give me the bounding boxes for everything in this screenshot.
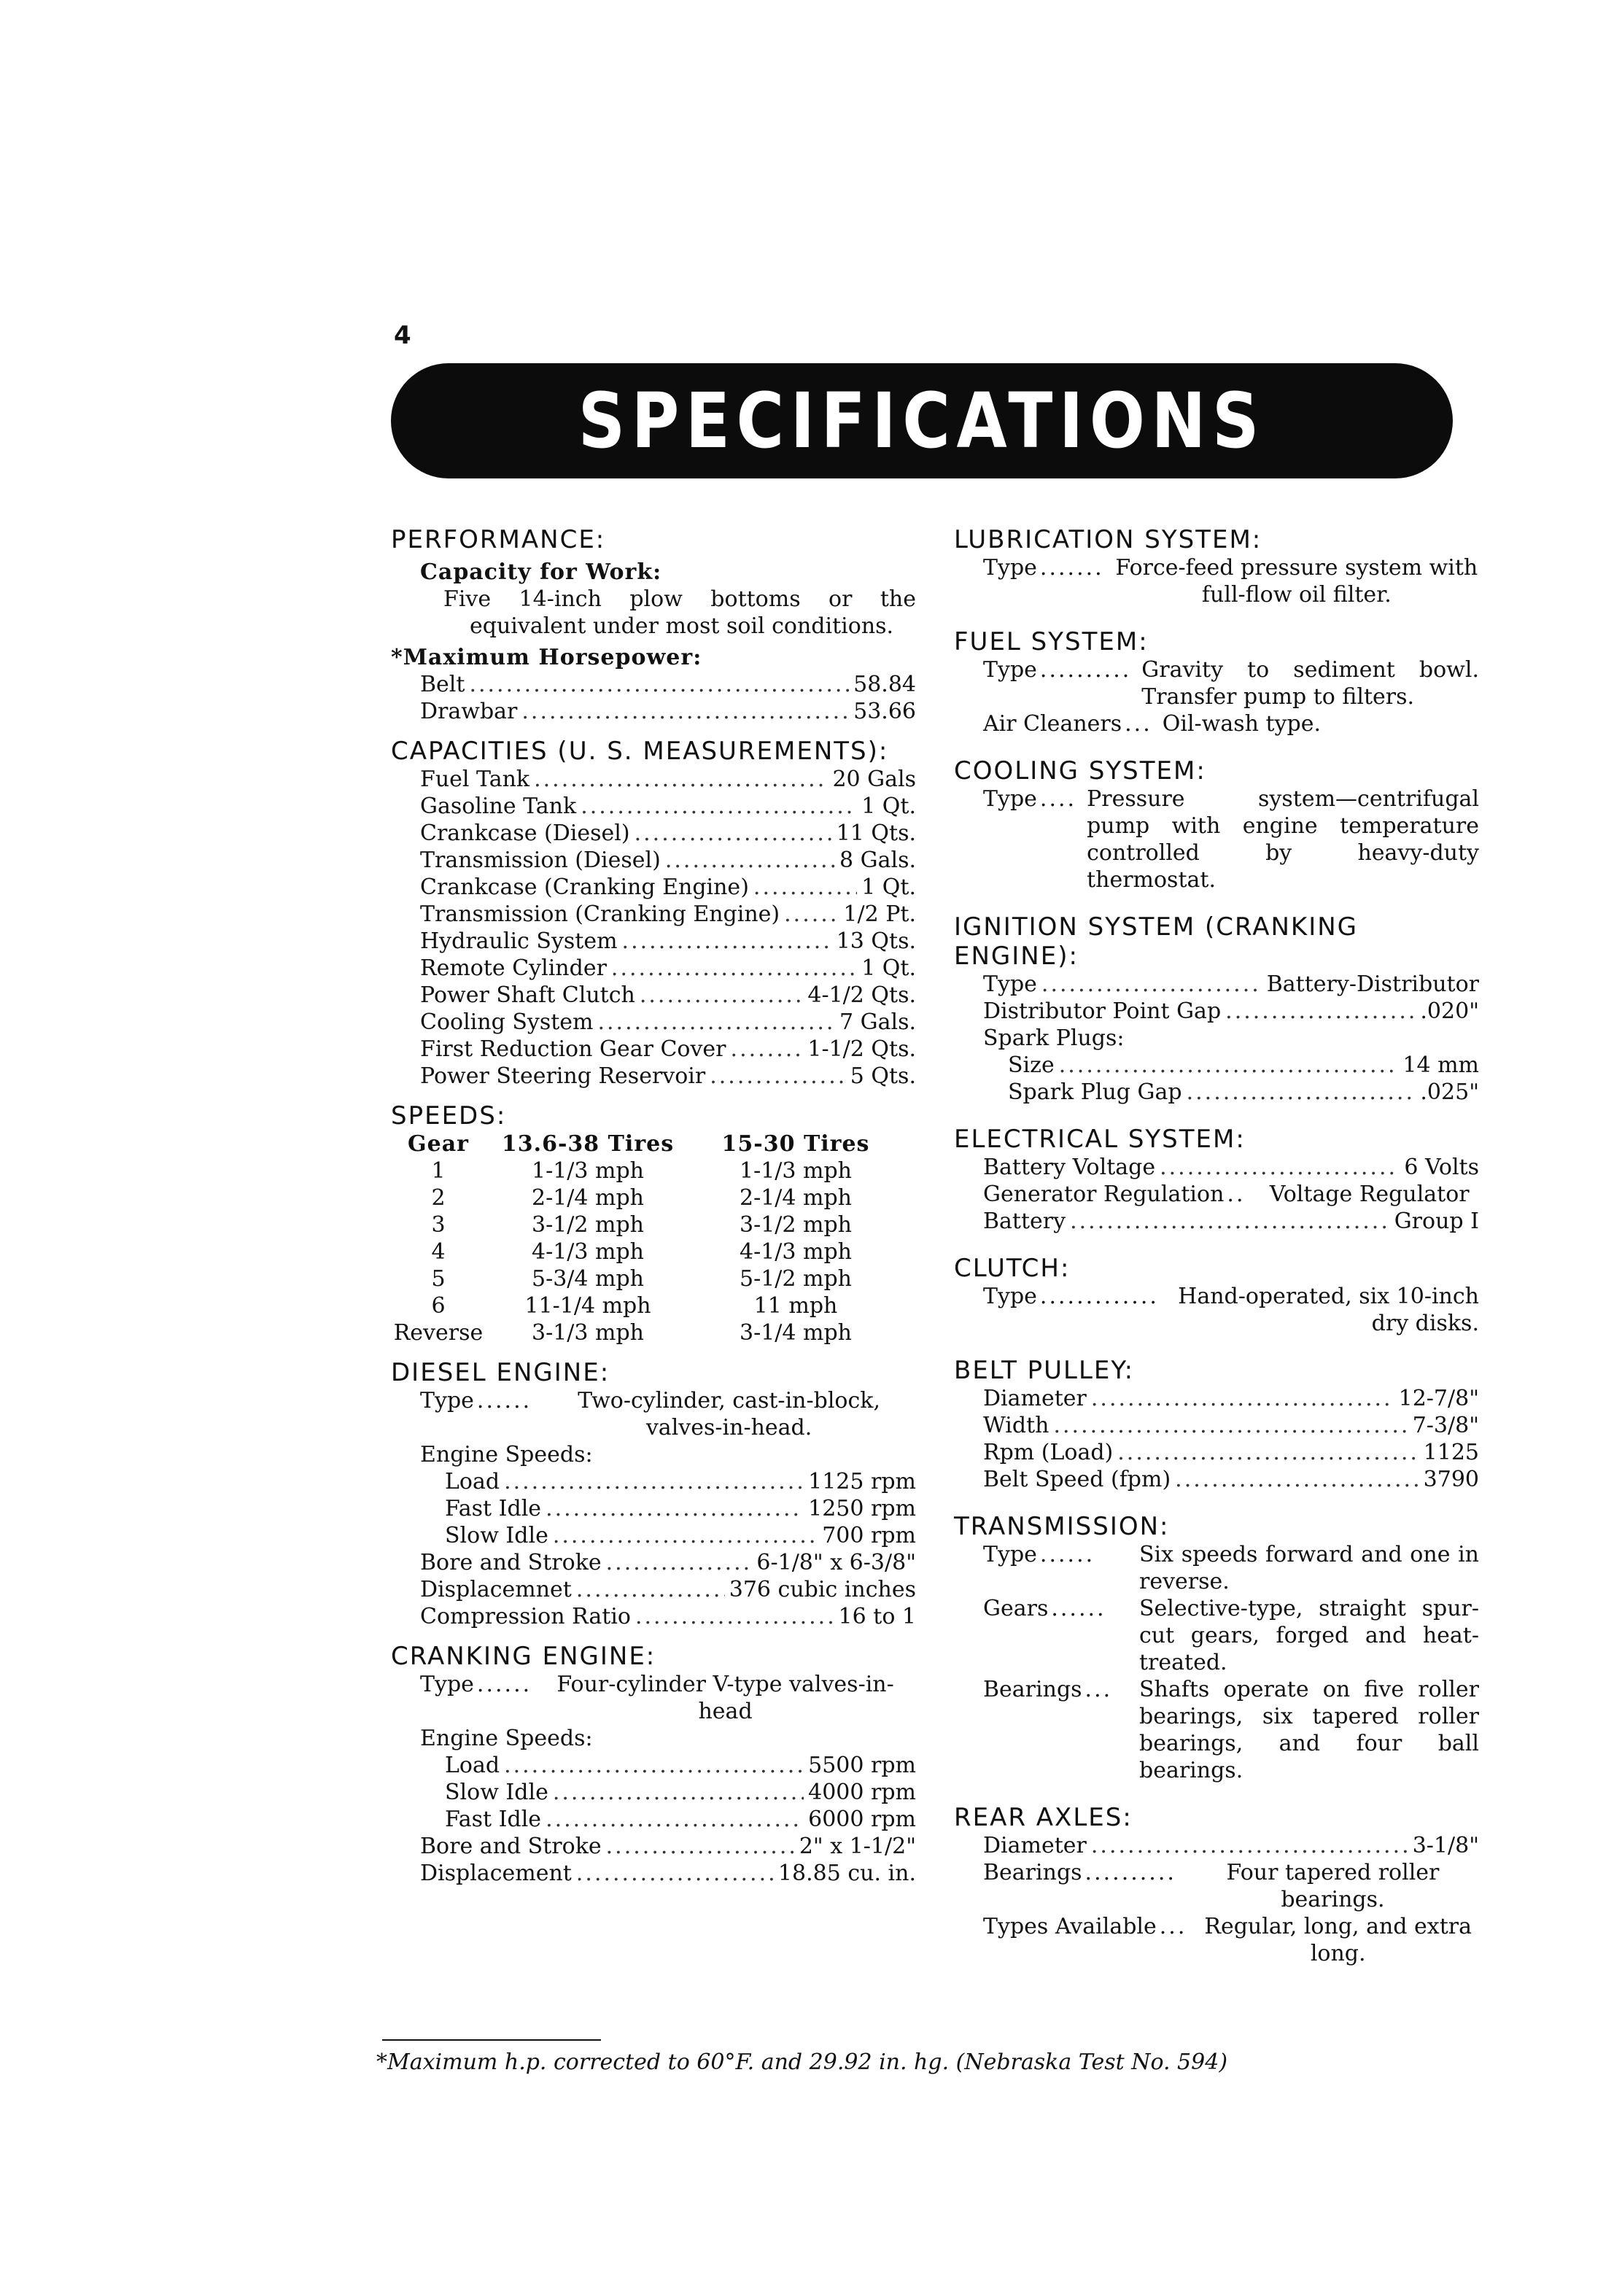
table-cell: 1 xyxy=(431,1158,446,1184)
table-row xyxy=(391,1157,901,1184)
engine-speeds-label: Engine Speeds: xyxy=(420,1726,593,1751)
table-cell: 2 xyxy=(431,1185,446,1211)
spec-label: Slow Idle xyxy=(445,1780,548,1805)
spec-label: Spark Plug Gap xyxy=(1008,1079,1182,1105)
table-header-row xyxy=(391,1130,901,1157)
cranking-engine-heading: CRANKING ENGINE: xyxy=(391,1642,656,1671)
diesel-engine-block xyxy=(420,1387,916,1630)
type-label: Type xyxy=(983,657,1037,683)
spec-value: Group I xyxy=(1394,1209,1479,1234)
spec-row xyxy=(420,698,916,725)
spec-value: 58.84 xyxy=(853,672,916,697)
spec-value: 6000 rpm xyxy=(808,1807,916,1832)
type-row: Type .... Pressure system—centrifugal pump with engine temperature controlled by heavy-duty thermostat. xyxy=(983,786,1479,893)
spec-row xyxy=(420,793,916,820)
spec-row xyxy=(420,1036,916,1063)
type-value: Four-cylinder V-type valves-in-head xyxy=(556,1672,894,1724)
spec-row xyxy=(420,874,916,901)
spec-row xyxy=(420,1860,916,1887)
spec-row xyxy=(420,1833,916,1860)
horsepower-list xyxy=(420,671,916,725)
table-cell: 2-1/4 mph xyxy=(531,1185,644,1211)
spec-value: 1 Qt. xyxy=(861,955,916,981)
gears-value: Selective-type, straight spur-cut gears, forged and heat-treated. xyxy=(1139,1596,1479,1675)
spec-value: 1 Qt. xyxy=(861,794,916,819)
spec-label: Bore and Stroke xyxy=(420,1834,602,1859)
spec-label: Diameter xyxy=(983,1833,1087,1858)
type-label: Type xyxy=(983,1542,1037,1567)
spec-label: Bore and Stroke xyxy=(420,1550,602,1575)
spec-label: Power Shaft Clutch xyxy=(420,982,635,1008)
spec-row xyxy=(983,1832,1479,1859)
table-cell: 1-1/3 mph xyxy=(739,1158,852,1184)
electrical-block xyxy=(983,1154,1479,1235)
footnote-rule xyxy=(382,2039,601,2041)
spec-value: 5 Qts. xyxy=(850,1063,916,1089)
spec-label: Width xyxy=(983,1413,1049,1438)
spec-value: 4-1/2 Qts. xyxy=(807,982,916,1008)
spec-label: Crankcase (Diesel) xyxy=(420,821,630,846)
type-value: Hand-operated, six 10-inch dry disks. xyxy=(1178,1284,1479,1336)
bearings-row: Bearings .......... Four tapered roller bearings. xyxy=(983,1859,1479,1913)
spec-row xyxy=(445,1752,916,1779)
spec-value: .025" xyxy=(1420,1079,1479,1105)
page-title: SPECIFICATIONS xyxy=(578,376,1266,465)
table-cell: Reverse xyxy=(393,1320,484,1346)
spec-value: 1 Qt. xyxy=(861,874,916,900)
spec-row xyxy=(420,1063,916,1090)
spec-row xyxy=(445,1495,916,1522)
transmission-heading: TRANSMISSION: xyxy=(954,1512,1170,1541)
speeds-heading: SPEEDS: xyxy=(391,1101,507,1130)
type-value: Pressure system—centrifugal pump with engine temperature controlled by heavy-duty thermostat. xyxy=(1087,786,1479,893)
spec-row xyxy=(1008,1079,1479,1106)
rear-axles-heading: REAR AXLES: xyxy=(954,1803,1133,1832)
spec-value: 11 Qts. xyxy=(836,821,916,846)
column-header: Gear xyxy=(408,1131,469,1157)
spec-label: Slow Idle xyxy=(445,1523,548,1548)
right-column xyxy=(954,525,1479,1967)
left-column xyxy=(391,525,916,1887)
engine-speeds-label: Engine Speeds: xyxy=(420,1442,593,1467)
spec-value: 2" x 1-1/2" xyxy=(799,1834,916,1859)
spec-row xyxy=(445,1779,916,1806)
cooling-system-heading: COOLING SYSTEM: xyxy=(954,756,1206,786)
spec-label: Battery xyxy=(983,1209,1066,1234)
spec-label: Compression Ratio xyxy=(420,1604,631,1629)
spec-row xyxy=(445,1806,916,1833)
spec-row xyxy=(420,955,916,982)
engine-speeds-list xyxy=(445,1468,916,1549)
table-row xyxy=(391,1238,901,1265)
spec-label: Hydraulic System xyxy=(420,928,618,954)
column-header: 13.6-38 Tires xyxy=(501,1131,675,1157)
type-value: Gravity to sediment bowl. Transfer pump to filters. xyxy=(1141,657,1479,710)
spec-value: 5500 rpm xyxy=(808,1753,916,1778)
gears-label: Gears xyxy=(983,1596,1049,1621)
table-row xyxy=(391,1265,901,1292)
table-row xyxy=(391,1211,901,1238)
spec-value: 53.66 xyxy=(853,699,916,724)
spec-label: Crankcase (Cranking Engine) xyxy=(420,874,749,900)
air-cleaners-value: Oil-wash type. xyxy=(1162,711,1321,737)
spec-value: Battery-Distributor xyxy=(1266,971,1479,997)
spec-value: 7 Gals. xyxy=(839,1009,916,1035)
spec-value: 14 mm xyxy=(1402,1052,1479,1078)
spec-value: 12-7/8" xyxy=(1398,1386,1479,1411)
type-label: Type xyxy=(983,786,1037,812)
spec-value: 18.85 cu. in. xyxy=(777,1861,916,1886)
bearings-value: Four tapered roller bearings. xyxy=(1226,1860,1440,1912)
spec-row xyxy=(420,928,916,955)
type-row: Type ....... Force-feed pressure system with full-flow oil filter. xyxy=(983,555,1478,608)
speeds-table xyxy=(391,1130,901,1346)
spec-label: Cooling System xyxy=(420,1009,594,1035)
spec-row xyxy=(420,901,916,928)
spec-row xyxy=(983,1439,1479,1466)
type-row: Type .......... Gravity to sediment bowl. Transfer pump to filters. xyxy=(983,657,1479,710)
type-row: Type ...... Two-cylinder, cast-in-block, valves-in-head. xyxy=(420,1387,916,1441)
spec-row xyxy=(420,820,916,847)
type-row: Type ............. Hand-operated, six 10-inch dry disks. xyxy=(983,1284,1479,1336)
spec-row xyxy=(420,766,916,793)
spec-value: 3790 xyxy=(1423,1467,1479,1492)
spec-row xyxy=(983,971,1479,998)
bearings-value: Shafts operate on five roller bearings, six tapered roller bearings, and four ball bearings. xyxy=(1139,1677,1479,1783)
spec-row xyxy=(983,1154,1479,1181)
spec-label: Drawbar xyxy=(420,699,518,724)
max-horsepower-heading: *Maximum Horsepower: xyxy=(391,645,702,670)
spec-label: Displacemnet xyxy=(420,1577,572,1602)
spec-label: Size xyxy=(1008,1052,1055,1078)
spec-row xyxy=(420,982,916,1009)
spec-label: Load xyxy=(445,1469,500,1494)
table-cell: 3-1/2 mph xyxy=(739,1212,852,1238)
diesel-engine-heading: DIESEL ENGINE: xyxy=(391,1358,610,1387)
type-row: Type ...... Four-cylinder V-type valves-in-head xyxy=(420,1671,916,1725)
type-label: Type xyxy=(420,1672,474,1697)
spec-label: Belt xyxy=(420,672,465,697)
spec-row xyxy=(1008,1052,1479,1079)
spec-row xyxy=(420,1603,916,1630)
capacity-for-work-text: Five 14-inch plow bottoms or the equivalent under most soil conditions. xyxy=(443,586,916,639)
type-value: Six speeds forward and one in reverse. xyxy=(1139,1542,1479,1594)
generator-row: Generator Regulation .. Voltage Regulator xyxy=(983,1181,1479,1208)
generator-label: Generator Regulation xyxy=(983,1182,1225,1207)
page-number: 4 xyxy=(394,321,411,350)
table-cell: 3 xyxy=(431,1212,446,1238)
spec-label: Power Steering Reservoir xyxy=(420,1063,706,1089)
spec-label: Displacement xyxy=(420,1861,572,1886)
clutch-heading: CLUTCH: xyxy=(954,1254,1071,1283)
generator-value: Voltage Regulator xyxy=(1269,1182,1470,1207)
spec-label: Fast Idle xyxy=(445,1496,542,1521)
spec-value: 20 Gals xyxy=(832,767,916,792)
table-cell: 11-1/4 mph xyxy=(524,1293,651,1319)
footnote: *Maximum h.p. corrected to 60°F. and 29.92 in. hg. (Nebraska Test No. 594) xyxy=(376,2049,1228,2075)
fuel-system-heading: FUEL SYSTEM: xyxy=(954,627,1149,656)
belt-pulley-heading: BELT PULLEY: xyxy=(954,1356,1135,1385)
spec-value: 6-1/8" x 6-3/8" xyxy=(756,1550,916,1575)
table-cell: 5 xyxy=(431,1266,446,1292)
spec-row xyxy=(983,1208,1479,1235)
spec-value: 6 Volts xyxy=(1404,1155,1479,1180)
types-available-label: Types Available xyxy=(983,1914,1157,1939)
belt-pulley-list xyxy=(983,1385,1479,1493)
spec-value: 3-1/8" xyxy=(1412,1833,1479,1858)
table-row xyxy=(391,1184,901,1211)
rear-axles-block xyxy=(983,1832,1479,1967)
table-cell: 3-1/3 mph xyxy=(531,1320,644,1346)
spec-row xyxy=(983,1385,1479,1412)
cranking-engine-block xyxy=(420,1671,916,1887)
spec-label: Remote Cylinder xyxy=(420,955,607,981)
table-cell: 5-3/4 mph xyxy=(531,1266,644,1292)
gears-row: Gears ...... Selective-type, straight spur-cut gears, forged and heat-treated. xyxy=(983,1596,1479,1675)
spec-label: Distributor Point Gap xyxy=(983,998,1222,1024)
bearings-label: Bearings xyxy=(983,1860,1082,1885)
engine-speeds-list xyxy=(445,1752,916,1833)
spec-row xyxy=(420,671,916,698)
type-value: Two-cylinder, cast-in-block, valves-in-head. xyxy=(578,1388,880,1440)
spec-row xyxy=(420,1009,916,1036)
spec-label: First Reduction Gear Cover xyxy=(420,1036,726,1062)
type-row: Type ...... Six speeds forward and one in reverse. xyxy=(983,1542,1479,1594)
spec-label: Battery Voltage xyxy=(983,1155,1156,1180)
capacities-heading: CAPACITIES (U. S. MEASUREMENTS): xyxy=(391,737,889,766)
spec-value: 16 to 1 xyxy=(838,1604,916,1629)
types-available-row: Types Available ... Regular, long, and extra long. xyxy=(983,1913,1479,1967)
transmission-block xyxy=(983,1541,1479,1784)
bearings-label: Bearings xyxy=(983,1677,1082,1702)
table-cell: 4 xyxy=(431,1239,446,1265)
spec-value: 376 cubic inches xyxy=(729,1577,916,1602)
ignition-system-heading: IGNITION SYSTEM (CRANKING ENGINE): xyxy=(954,912,1359,971)
spec-row xyxy=(420,1576,916,1603)
performance-heading: PERFORMANCE: xyxy=(391,525,606,554)
types-available-value: Regular, long, and extra long. xyxy=(1204,1914,1472,1966)
air-cleaners-label: Air Cleaners xyxy=(983,711,1122,737)
type-value: Force-feed pressure system with full-flow oil filter. xyxy=(1115,555,1478,608)
lubrication-heading: LUBRICATION SYSTEM: xyxy=(954,525,1262,554)
spec-label: Fast Idle xyxy=(445,1807,542,1832)
air-cleaners-row: Air Cleaners ... Oil-wash type. xyxy=(983,710,1479,737)
spec-value: 7-3/8" xyxy=(1412,1413,1479,1438)
table-row xyxy=(391,1319,901,1346)
spec-row xyxy=(983,1412,1479,1439)
table-cell: 4-1/3 mph xyxy=(531,1239,644,1265)
table-cell: 3-1/2 mph xyxy=(531,1212,644,1238)
spec-value: 4000 rpm xyxy=(808,1780,916,1805)
table-cell: 5-1/2 mph xyxy=(739,1266,852,1292)
spec-row xyxy=(445,1468,916,1495)
spark-plugs-label: Spark Plugs: xyxy=(983,1025,1125,1051)
spec-row xyxy=(420,1549,916,1576)
spec-row xyxy=(983,998,1479,1025)
spec-label: Diameter xyxy=(983,1386,1087,1411)
spec-value: 1125 xyxy=(1423,1440,1479,1465)
spec-label: Transmission (Diesel) xyxy=(420,848,661,873)
table-cell: 6 xyxy=(431,1293,446,1319)
type-label: Type xyxy=(983,1284,1037,1309)
table-cell: 2-1/4 mph xyxy=(739,1185,852,1211)
table-row xyxy=(391,1292,901,1319)
table-cell: 11 mph xyxy=(753,1293,838,1319)
electrical-system-heading: ELECTRICAL SYSTEM: xyxy=(954,1125,1246,1154)
spec-label: Transmission (Cranking Engine) xyxy=(420,901,780,927)
type-label: Type xyxy=(420,1388,474,1413)
table-cell: 3-1/4 mph xyxy=(739,1320,852,1346)
spec-label: Belt Speed (fpm) xyxy=(983,1467,1171,1492)
spec-value: 13 Qts. xyxy=(836,928,916,954)
spec-value: .020" xyxy=(1420,998,1479,1024)
spec-value: 1/2 Pt. xyxy=(843,901,916,927)
bearings-row: Bearings ... Shafts operate on five roller bearings, six tapered roller bearings, and four ball bearings. xyxy=(983,1677,1479,1783)
spec-row xyxy=(420,847,916,874)
spec-label: Gasoline Tank xyxy=(420,794,577,819)
spec-value: 1250 rpm xyxy=(808,1496,916,1521)
spec-value: 8 Gals. xyxy=(839,848,916,873)
spec-row xyxy=(445,1522,916,1549)
table-cell: 1-1/3 mph xyxy=(531,1158,644,1184)
spec-value: 700 rpm xyxy=(822,1523,916,1548)
ignition-block xyxy=(983,971,1479,1106)
type-label: Type xyxy=(983,555,1037,581)
spec-label: Load xyxy=(445,1753,500,1778)
table-cell: 4-1/3 mph xyxy=(739,1239,852,1265)
spec-label: Rpm (Load) xyxy=(983,1440,1114,1465)
capacities-list xyxy=(420,766,916,1090)
spec-value: 1-1/2 Qts. xyxy=(807,1036,916,1062)
column-header: 15-30 Tires xyxy=(721,1131,870,1157)
spec-row xyxy=(983,1466,1479,1493)
spark-plugs-list xyxy=(1008,1052,1479,1106)
capacity-for-work-heading: Capacity for Work: xyxy=(420,559,662,585)
spec-label: Type xyxy=(983,971,1037,997)
spec-value: 1125 rpm xyxy=(808,1469,916,1494)
title-banner xyxy=(391,363,1453,478)
spec-label: Fuel Tank xyxy=(420,767,530,792)
